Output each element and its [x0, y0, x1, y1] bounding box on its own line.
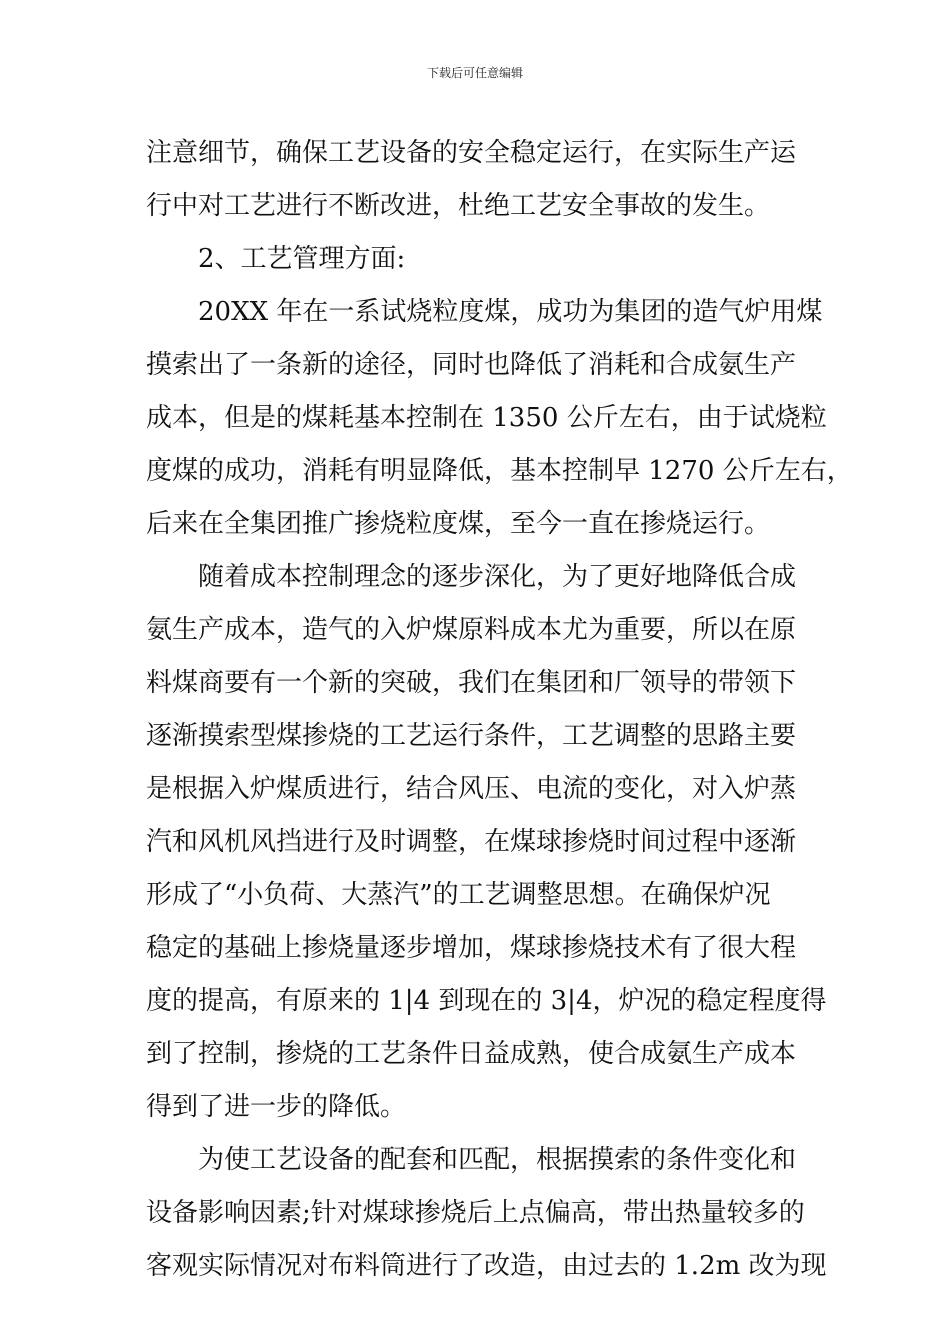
text-line: 20XX 年在一系试烧粒度煤，成功为集团的造气炉用煤: [198, 297, 823, 327]
text-line: 设备影响因素;针对煤球掺烧后上点偏高，带出热量较多的: [146, 1198, 805, 1228]
text-line: 汽和风机风挡进行及时调整，在煤球掺烧时间过程中逐渐: [146, 827, 797, 857]
section-heading: 2、工艺管理方面:: [198, 244, 406, 274]
text-line: 是根据入炉煤质进行，结合风压、电流的变化，对入炉蒸: [146, 774, 797, 804]
text-line: 形成了“小负荷、大蒸汽”的工艺调整思想。在确保炉况: [146, 880, 771, 910]
text-line: 稳定的基础上掺烧量逐步增加，煤球掺烧技术有了很大程: [146, 933, 797, 963]
page-header: 下载后可任意编辑: [426, 66, 523, 80]
text-line: 客观实际情况对布料筒进行了改造，由过去的 1.2m 改为现: [146, 1251, 827, 1281]
text-line: 行中对工艺进行不断改进，杜绝工艺安全事故的发生。: [146, 191, 771, 221]
document-body: [146, 127, 853, 1293]
text-line: 到了控制，掺烧的工艺条件日益成熟，使合成氨生产成本: [146, 1039, 797, 1069]
text-line: 摸索出了一条新的途径，同时也降低了消耗和合成氨生产: [146, 350, 797, 380]
text-line: 逐渐摸索型煤掺烧的工艺运行条件，工艺调整的思路主要: [146, 721, 797, 751]
text-line: 料煤商要有一个新的突破，我们在集团和厂领导的带领下: [146, 668, 797, 698]
text-line: 度的提高，有原来的 1|4 到现在的 3|4，炉况的稳定程度得: [146, 986, 827, 1016]
text-line: 随着成本控制理念的逐步深化，为了更好地降低合成: [198, 562, 797, 592]
text-line: 注意细节，确保工艺设备的安全稳定运行，在实际生产运: [146, 138, 797, 168]
text-line: 后来在全集团推广掺烧粒度煤，至今一直在掺烧运行。: [146, 509, 771, 539]
text-line: 得到了进一步的降低。: [146, 1092, 407, 1122]
text-line: 度煤的成功，消耗有明显降低，基本控制早 1270 公斤左右，: [146, 456, 853, 486]
text-line: 氨生产成本，造气的入炉煤原料成本尤为重要，所以在原: [146, 615, 797, 645]
text-line: 为使工艺设备的配套和匹配，根据摸索的条件变化和: [198, 1145, 797, 1175]
text-line: 成本，但是的煤耗基本控制在 1350 公斤左右，由于试烧粒: [146, 403, 827, 433]
